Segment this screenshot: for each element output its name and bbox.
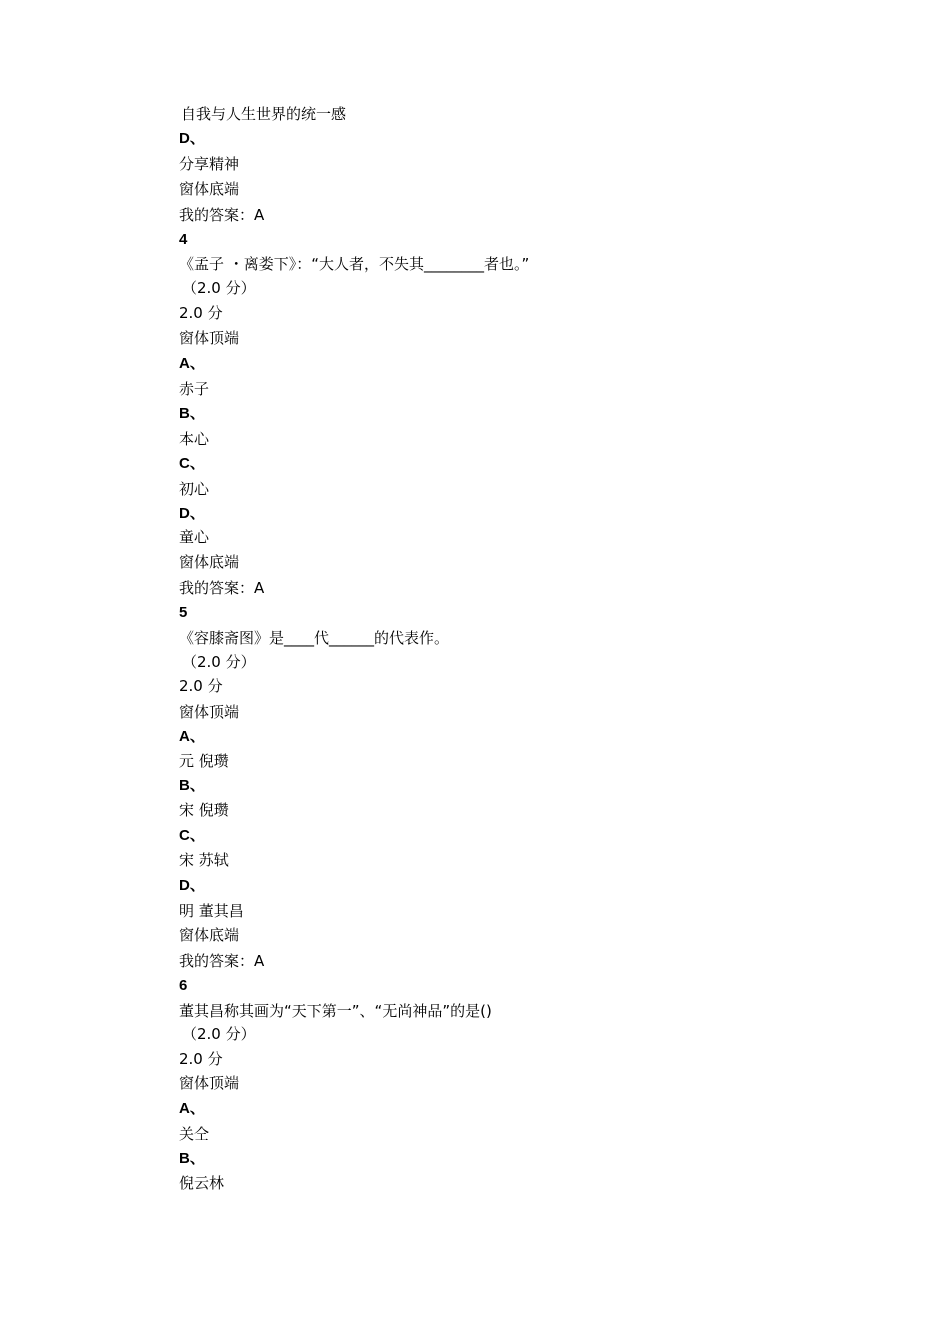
option-letter: B、: [179, 405, 205, 422]
option-text: 倪云林: [179, 1174, 225, 1192]
option-text: 本心: [179, 430, 210, 448]
option-letter: B、: [179, 777, 205, 794]
option-letter: D、: [179, 505, 205, 522]
option-text: 自我与人生世界的统一感: [181, 105, 347, 123]
option-text: 初心: [179, 480, 210, 498]
option-letter: A、: [179, 728, 205, 745]
question-text: 《孟子 ・离娄下》：“大人者，不失其________者也。”: [179, 255, 530, 273]
option-letter: C、: [179, 455, 205, 472]
question-text: 董其昌称其画为“天下第一”、“无尚神品”的是(): [179, 1002, 492, 1020]
option-letter: C、: [179, 827, 205, 844]
option-text: 宋 苏轼: [179, 851, 229, 869]
question-number: 4: [179, 231, 188, 248]
my-answer: 我的答案：A: [179, 206, 265, 224]
score: 2.0 分: [179, 1050, 223, 1068]
option-letter: D、: [179, 877, 205, 894]
option-text: 宋 倪瓒: [179, 801, 229, 819]
question-points: （2.0 分）: [182, 279, 256, 297]
form-bottom-marker: 窗体底端: [179, 180, 240, 198]
option-letter: A、: [179, 1100, 205, 1117]
form-top-marker: 窗体顶端: [179, 1074, 240, 1092]
option-text: 赤子: [179, 380, 210, 398]
option-letter: A、: [179, 355, 205, 372]
option-text: 分享精神: [179, 155, 240, 173]
my-answer: 我的答案：A: [179, 579, 265, 597]
option-text: 明 董其昌: [179, 902, 244, 920]
option-text: 元 倪瓒: [179, 752, 229, 770]
question-number: 6: [179, 977, 188, 994]
form-bottom-marker: 窗体底端: [179, 926, 240, 944]
form-bottom-marker: 窗体底端: [179, 553, 240, 571]
option-letter: B、: [179, 1150, 205, 1167]
score: 2.0 分: [179, 304, 223, 322]
form-top-marker: 窗体顶端: [179, 703, 240, 721]
question-points: （2.0 分）: [182, 653, 256, 671]
my-answer: 我的答案：A: [179, 952, 265, 970]
question-number: 5: [179, 604, 188, 621]
option-letter: D、: [179, 130, 205, 147]
option-text: 关仝: [179, 1125, 210, 1143]
option-text: 童心: [179, 528, 210, 546]
form-top-marker: 窗体顶端: [179, 329, 240, 347]
question-text: 《容膝斋图》是____代______的代表作。: [179, 629, 450, 647]
score: 2.0 分: [179, 677, 223, 695]
question-points: （2.0 分）: [182, 1025, 256, 1043]
